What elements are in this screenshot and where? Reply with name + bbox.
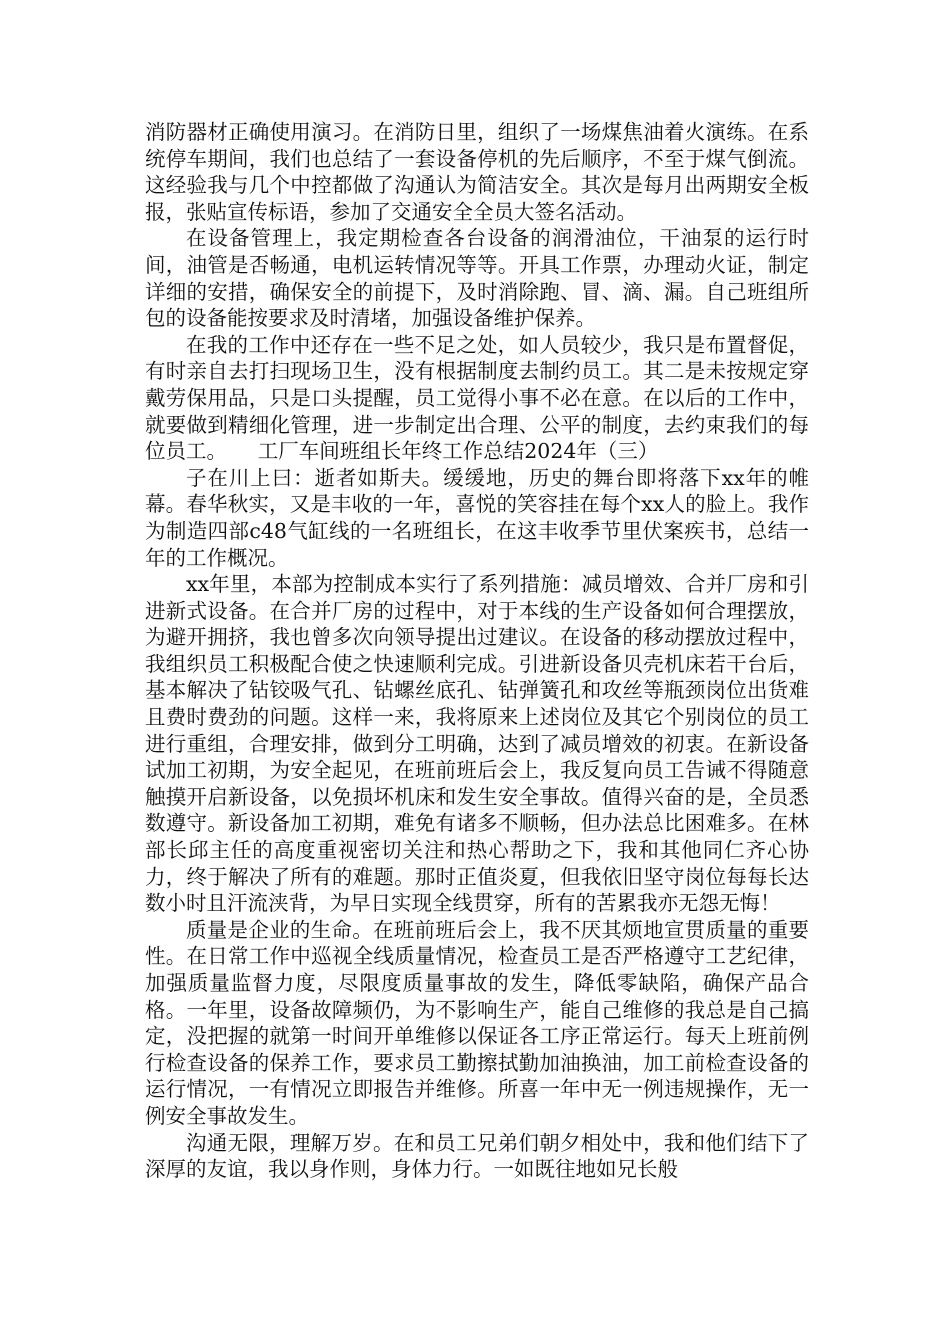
paragraph-2: 在设备管理上，我定期检查各台设备的润滑油位，干油泵的运行时间，油管是否畅通，电机运转情况等等。开具工作票，办理动火证，制定详细的安措，确保安全的前提下，及时消除跑、冒、滴、漏。自己班组所包的设备能按要求及时清堵，加强设备维护保养。 (145, 226, 809, 331)
paragraph-4: 子在川上曰：逝者如斯夫。缓缓地，历史的舞台即将落下xx年的帷幕。春华秋实，又是丰收的一年，喜悦的笑容挂在每个xx人的脸上。我作为制造四部c48气缸线的一名班组长，在这丰收季节里伏案疾书，总结一年的工作概况。 (145, 465, 809, 570)
paragraph-7: 沟通无限，理解万岁。在和员工兄弟们朝夕相处中，我和他们结下了深厚的友谊，我以身作则，身体力行。一如既往地如兄长般 (145, 1130, 809, 1182)
paragraph-3: 在我的工作中还存在一些不足之处，如人员较少，我只是布置督促，有时亲自去打扫现场卫生，没有根据制度去制约员工。其二是未按规定穿戴劳保用品，只是口头提醒，员工觉得小事不必在意。在以后的工作中，就要做到精细化管理，进一步制定出合理、公平的制度，去约束我们的每位员工。 工厂车间班组长年终工作总结2024年（三） (145, 332, 809, 464)
document-body (145, 119, 809, 1183)
paragraph-1: 消防器材正确使用演习。在消防日里，组织了一场煤焦油着火演练。在系统停车期间，我们也总结了一套设备停机的先后顺序，不至于煤气倒流。这经验我与几个中控都做了沟通认为简洁安全。其次是每月出两期安全板报，张贴宣传标语，参加了交通安全全员大签名活动。 (145, 120, 809, 224)
paragraph-5: xx年里，本部为控制成本实行了系列措施：减员增效、合并厂房和引进新式设备。在合并厂房的过程中，对于本线的生产设备如何合理摆放，为避开拥挤，我也曾多次向领导提出过建议。在设备的移动摆放过程中，我组织员工积极配合使之快速顺利完成。引进新设备贝壳机床若干台后，基本解决了钻铰吸气孔、钻螺丝底孔、钻弹簧孔和攻丝等瓶颈岗位出货难且费时费劲的问题。这样一来，我将原来上述岗位及其它个别岗位的员工进行重组，合理安排，做到分工明确，达到了减员增效的初衷。在新设备试加工初期，为安全起见，在班前班后会上，我反复向员工告诫不得随意触摸开启新设备，以免损坏机床和发生安全事故。值得兴奋的是，全员悉数遵守。新设备加工初期，难免有诸多不顺畅，但办法总比困难多。在林部长邱主任的高度重视密切关注和热心帮助之下，我和其他同仁齐心协力，终于解决了所有的难题。那时正值炎夏，但我依旧坚守岗位每每长达数小时且汗流浃背，为早日实现全线贯穿，所有的苦累我亦无怨无悔！ (145, 572, 809, 916)
paragraph-6: 质量是企业的生命。在班前班后会上，我不厌其烦地宣贯质量的重要性。在日常工作中巡视全线质量情况，检查员工是否严格遵守工艺纪律，加强质量监督力度，尽限度质量事故的发生，降低零缺陷，确保产品合格。一年里，设备故障频仍，为不影响生产，能自己维修的我总是自己搞定，没把握的就第一时间开单维修以保证各工序正常运行。每天上班前例行检查设备的保养工作，要求员工勤擦拭勤加油换油，加工前检查设备的运行情况，一有情况立即报告并维修。所喜一年中无一例违规操作，无一例安全事故发生。 (145, 917, 809, 1128)
